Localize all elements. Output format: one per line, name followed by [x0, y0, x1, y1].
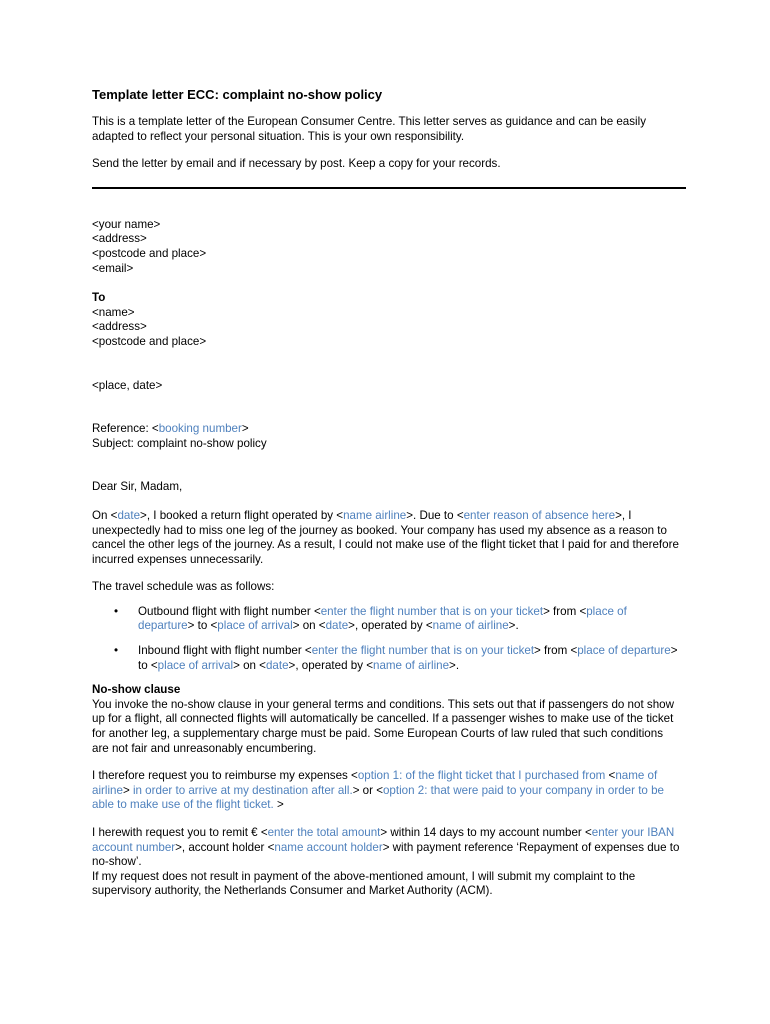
recipient-block	[92, 291, 682, 349]
noshow-heading: No-show clause	[92, 683, 181, 697]
schedule-list	[92, 605, 682, 673]
sender-postcode: <postcode and place>	[92, 246, 207, 260]
document-title: Template letter ECC: complaint no-show policy	[92, 87, 383, 102]
reference-line: Reference: <booking number>	[92, 422, 249, 436]
schedule-intro: The travel schedule was as follows:	[92, 580, 275, 594]
recipient-name: <name>	[92, 305, 135, 319]
sender-email: <email>	[92, 261, 134, 275]
bullet-icon: •	[114, 644, 119, 658]
bullet-icon: •	[114, 604, 119, 618]
place-date: <place, date>	[92, 378, 163, 392]
booking-paragraph: On <date>, I booked a return flight operated by <name airline>. Due to <enter reason of absence here>, I unexpectedly had to miss one leg of the journey as booked. Your company has used my absence as a reason to cancel the other legs of the journey. As a result, I could not make use of the flight ticket that I paid for and therefore incurred expenses unnecessarily.	[92, 508, 679, 566]
remit-paragraph: I herewith request you to remit € <enter the total amount> within 14 days to my account number <enter your IBAN account number>, account holder <name account holder> with payment reference ‘Repayment of expenses due to no-show’.	[92, 826, 680, 869]
subject-line: Subject: complaint no-show policy	[92, 436, 267, 450]
closing-paragraph: If my request does not result in payment of the above-mentioned amount, I will submit my complaint to the supervisory authority, the Netherlands Consumer and Market Authority (ACM).	[92, 869, 636, 898]
reimburse-paragraph: I therefore request you to reimburse my expenses <option 1: of the flight ticket that I purchased from <name of airline> in order to arrive at my destination after all.> or <option 2: that were paid to your company in order to be able to make use of the flight ticket. >	[92, 769, 664, 812]
sender-name: <your name>	[92, 217, 161, 231]
schedule-item-outbound: • Outbound flight with flight number <enter the flight number that is on your ticket> from <place of departure> to <place of arrival> on <date>, operated by <name of airline>.	[114, 604, 627, 633]
intro-paragraph: This is a template letter of the European Consumer Centre. This letter serves as guidance and can be easily adapted to reflect your personal situation. This is your own responsibility.	[92, 115, 647, 143]
sender-block	[92, 218, 682, 276]
sender-address: <address>	[92, 232, 147, 246]
noshow-paragraph: You invoke the no-show clause in your general terms and conditions. This sets out that if passengers do not show up for a flight, all connected flights will automatically be cancelled. If a passenger wishes to make use of the ticket for another leg, a supplementary charge must be paid. Some European Courts of law ruled that such conditions are not fair and unreasonably encumbering.	[92, 697, 674, 755]
recipient-address: <address>	[92, 320, 147, 334]
instructions-paragraph: Send the letter by email and if necessary by post. Keep a copy for your records.	[92, 157, 501, 171]
schedule-item-inbound: • Inbound flight with flight number <enter the flight number that is on your ticket> from <place of departure> to <place of arrival> on <date>, operated by <name of airline>.	[114, 644, 678, 672]
letter-page	[92, 87, 682, 899]
salutation: Dear Sir, Madam,	[92, 480, 183, 494]
booking-number-placeholder: booking number	[158, 422, 242, 436]
recipient-heading: To	[92, 291, 106, 305]
recipient-postcode: <postcode and place>	[92, 334, 207, 348]
